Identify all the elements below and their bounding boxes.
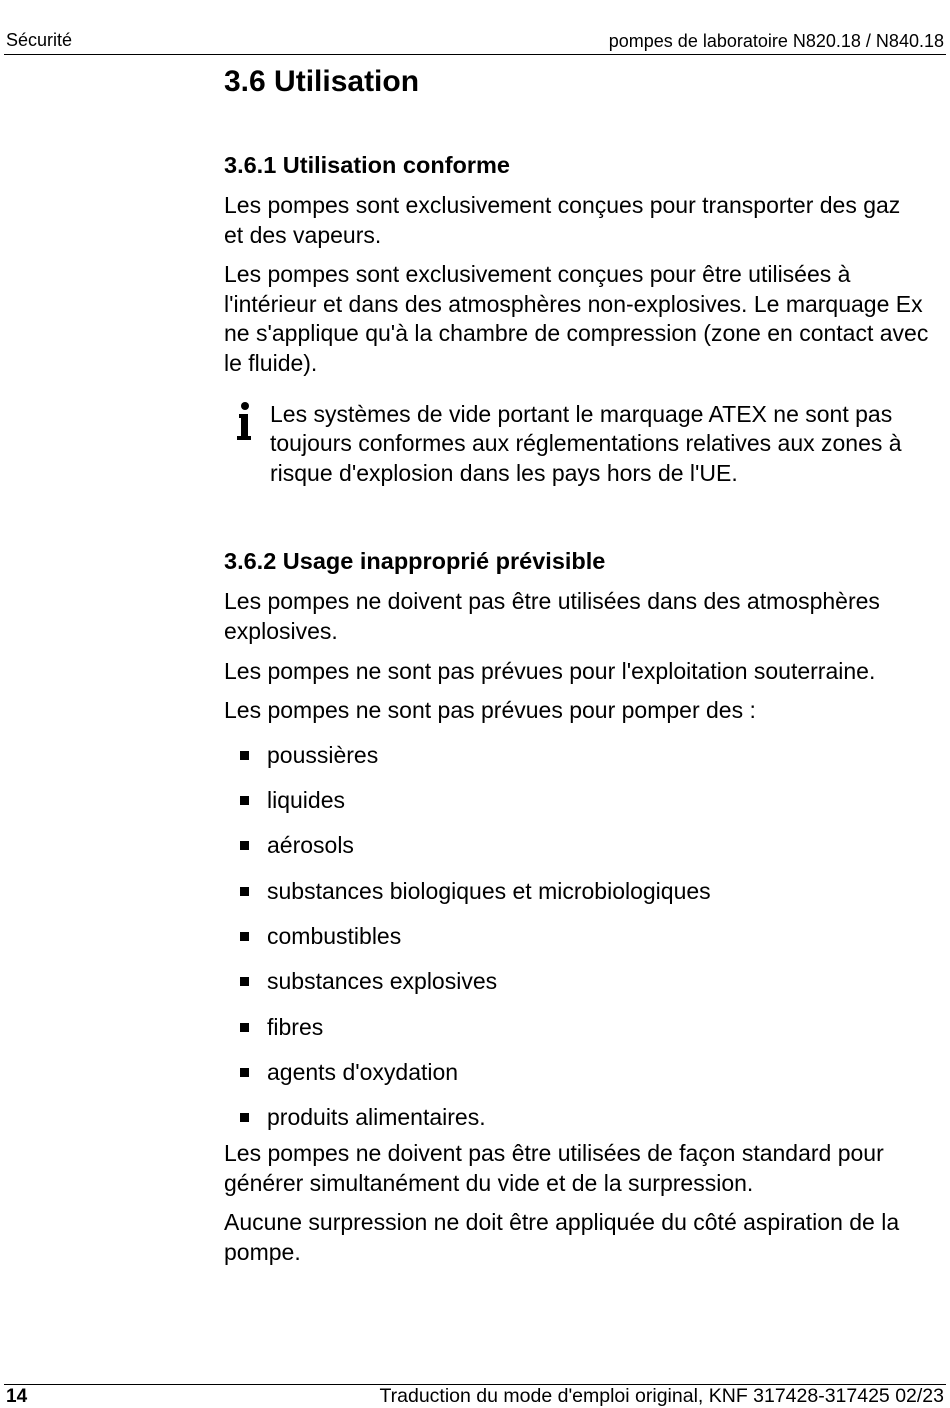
paragraph: Les pompes ne doivent pas être utilisées dans des atmosphères explosives. bbox=[224, 588, 880, 644]
list-item: poussières bbox=[224, 741, 934, 786]
main-content bbox=[224, 63, 934, 1267]
substance-list bbox=[224, 741, 934, 1139]
bullet-square-icon bbox=[240, 932, 249, 941]
list-item: substances biologiques et microbiologiques bbox=[224, 877, 934, 922]
bullet-square-icon bbox=[240, 1068, 249, 1077]
info-icon bbox=[236, 402, 252, 442]
bullet-square-icon bbox=[240, 751, 249, 760]
subsection-heading-conforme: 3.6.1 Utilisation conforme bbox=[224, 152, 510, 178]
list-item: fibres bbox=[224, 1013, 934, 1058]
list-item: agents d'oxydation bbox=[224, 1058, 934, 1103]
paragraph: Les pompes ne sont pas prévues pour pomper des : bbox=[224, 697, 756, 724]
paragraph: Les pompes ne sont pas prévues pour l'exploitation souterraine. bbox=[224, 657, 876, 684]
bullet-square-icon bbox=[240, 1113, 249, 1122]
header-product-title: pompes de laboratoire N820.18 / N840.18 bbox=[608, 31, 944, 51]
list-item: liquides bbox=[224, 786, 934, 831]
paragraph: Les pompes ne doivent pas être utilisées de façon standard pour générer simultanément du vide et de la surpression. bbox=[224, 1140, 884, 1196]
bullet-square-icon bbox=[240, 887, 249, 896]
bullet-square-icon bbox=[240, 977, 249, 986]
section-heading: 3.6 Utilisation bbox=[224, 65, 420, 98]
subsection-heading-inapproprie: 3.6.2 Usage inapproprié prévisible bbox=[224, 548, 606, 575]
list-item: produits alimentaires. bbox=[224, 1103, 934, 1139]
header-divider bbox=[4, 54, 946, 55]
bullet-square-icon bbox=[240, 796, 249, 805]
list-item: substances explosives bbox=[224, 967, 934, 1012]
info-note bbox=[224, 400, 934, 489]
paragraph: Les pompes sont exclusivement conçues pour transporter des gaz et des vapeurs. bbox=[224, 192, 901, 248]
paragraph: Aucune surpression ne doit être appliquée du côté aspiration de la pompe. bbox=[224, 1209, 900, 1265]
bullet-square-icon bbox=[240, 841, 249, 850]
document-reference: Traduction du mode d'emploi original, KNF 317428-317425 02/23 bbox=[379, 1385, 944, 1407]
list-item: aérosols bbox=[224, 831, 934, 876]
paragraph: Les pompes sont exclusivement conçues pour être utilisées à l'intérieur et dans des atmosphères non-explosives. Le marquage Ex ne s'applique qu'à la chambre de compression (zone en contact avec le fluide). bbox=[224, 261, 929, 376]
bullet-square-icon bbox=[240, 1023, 249, 1032]
note-text: Les systèmes de vide portant le marquage ATEX ne sont pas toujours conformes aux réglementations relatives aux zones à risque d'explosion dans les pays hors de l'UE. bbox=[270, 400, 902, 486]
header-section-title: Sécurité bbox=[6, 30, 73, 50]
list-item: combustibles bbox=[224, 922, 934, 967]
page-number: 14 bbox=[6, 1386, 28, 1407]
